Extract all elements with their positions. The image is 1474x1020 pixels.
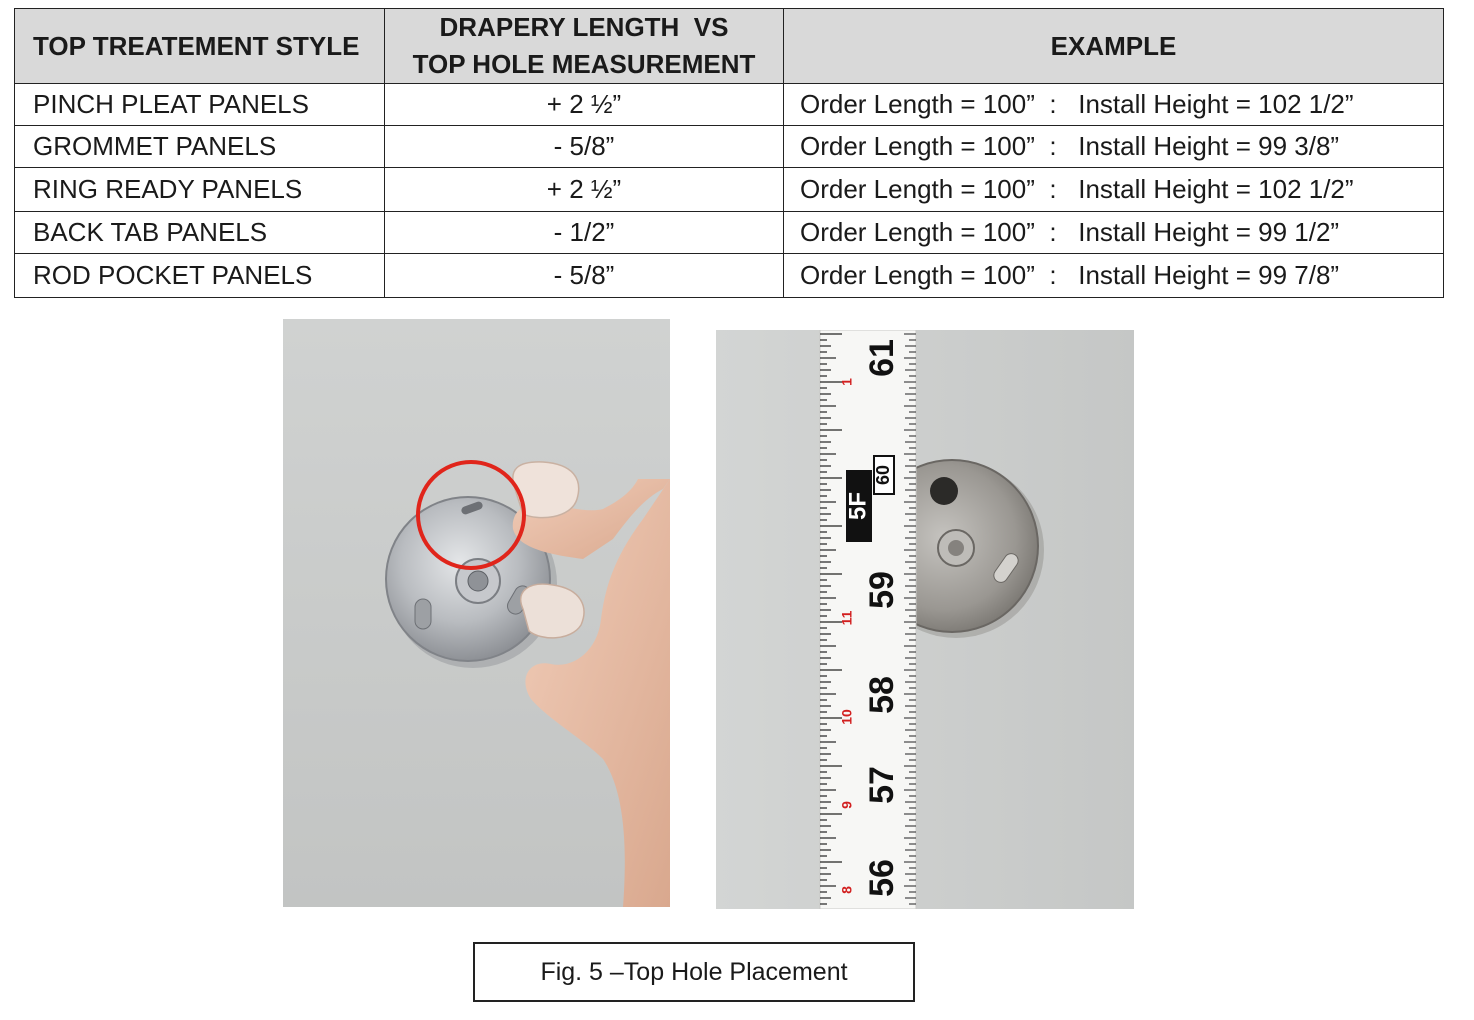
tape-small-number: 11 (838, 610, 855, 626)
table-header-row (15, 9, 1444, 84)
header-top-treatment-style: TOP TREATEMENT STYLE (15, 9, 385, 84)
row-adjustment: + 2 ½” (385, 84, 784, 126)
tape-small-number: 1 (838, 378, 855, 386)
figure-caption: Fig. 5 –Top Hole Placement (473, 942, 915, 1002)
tape-number: 58 (862, 676, 901, 714)
header-example: EXAMPLE (784, 9, 1444, 84)
tape-small-number: 9 (838, 801, 855, 809)
tape-number: 59 (862, 571, 901, 609)
tape-number: 57 (862, 766, 901, 804)
bracket-illustration (283, 319, 670, 907)
row-example: Order Length = 100” : Install Height = 102 1/2” (784, 168, 1444, 212)
boxed-number: 60 (872, 464, 893, 486)
tape-number: 56 (862, 859, 901, 897)
table-row (15, 254, 1444, 298)
row-example: Order Length = 100” : Install Height = 99 1/2” (784, 212, 1444, 254)
table-row (15, 212, 1444, 254)
table-row (15, 84, 1444, 126)
row-adjustment: - 5/8” (385, 126, 784, 168)
row-example: Order Length = 100” : Install Height = 102 1/2” (784, 84, 1444, 126)
row-style: ROD POCKET PANELS (15, 254, 385, 298)
tape-measure-illustration (716, 330, 1134, 909)
tape-small-number: 10 (838, 709, 855, 725)
row-style: GROMMET PANELS (15, 126, 385, 168)
foot-marker-label: 5F (844, 491, 872, 521)
header-length-line2: TOP HOLE MEASUREMENT (412, 49, 756, 79)
row-adjustment: + 2 ½” (385, 168, 784, 212)
row-style: PINCH PLEAT PANELS (15, 84, 385, 126)
row-adjustment: - 5/8” (385, 254, 784, 298)
tape-small-number: 8 (838, 886, 855, 894)
row-style: RING READY PANELS (15, 168, 385, 212)
table-row (15, 168, 1444, 212)
drapery-spec-table (14, 8, 1444, 298)
bracket-photo-top-hole (283, 319, 670, 907)
row-example: Order Length = 100” : Install Height = 99 7/8” (784, 254, 1444, 298)
tape-number: 61 (862, 339, 901, 377)
row-example: Order Length = 100” : Install Height = 99 3/8” (784, 126, 1444, 168)
header-length-vs-top-hole (385, 9, 784, 84)
header-length-line1: DRAPERY LENGTH VS (439, 12, 729, 42)
row-adjustment: - 1/2” (385, 212, 784, 254)
tape-measure (820, 330, 916, 909)
row-style: BACK TAB PANELS (15, 212, 385, 254)
table-row (15, 126, 1444, 168)
tape-measure-photo (716, 330, 1134, 909)
